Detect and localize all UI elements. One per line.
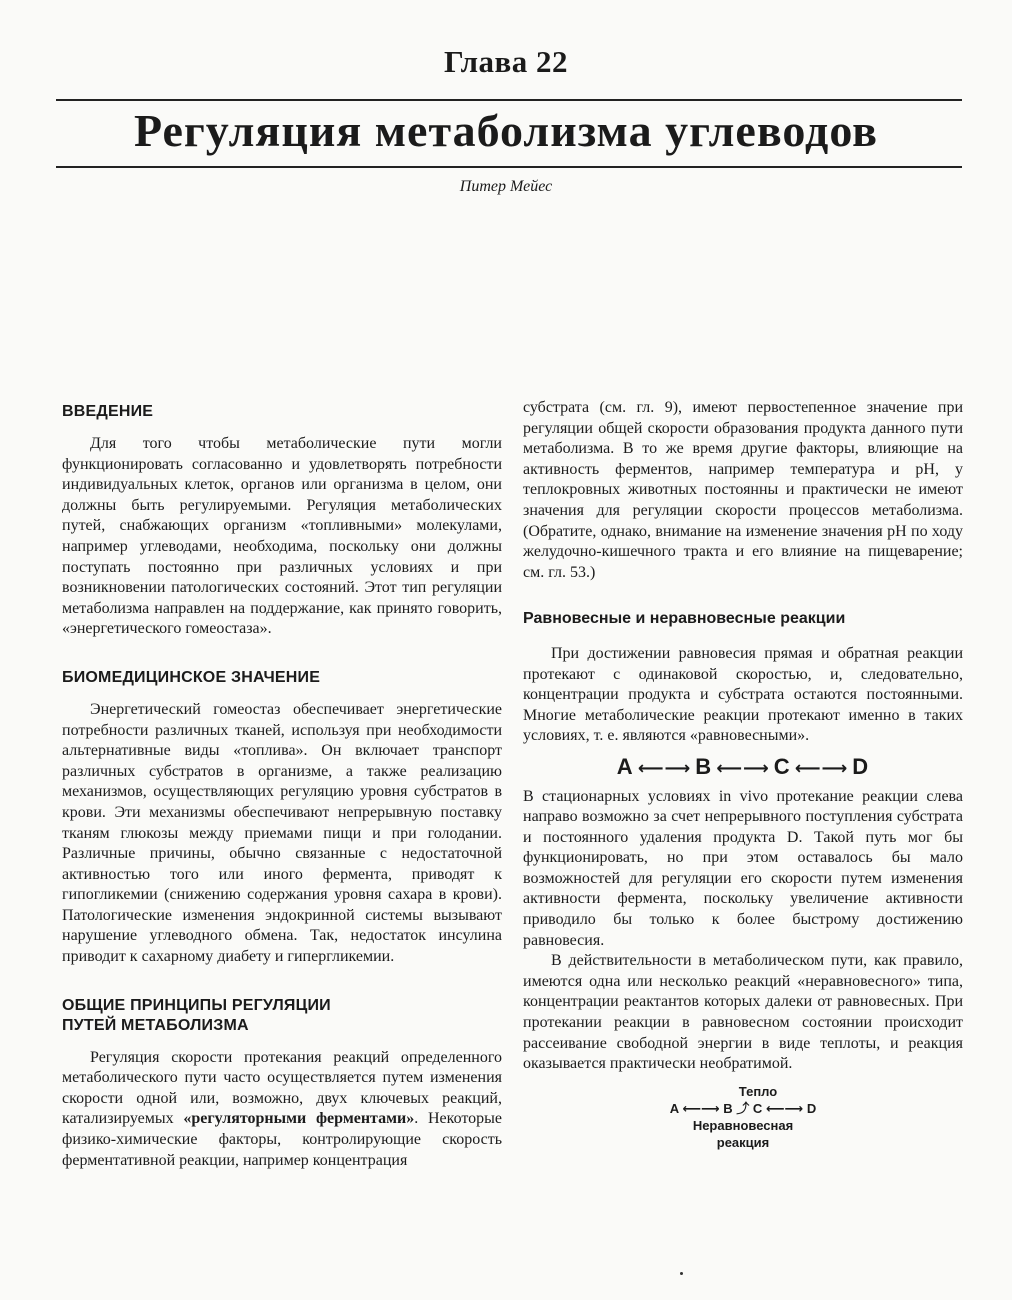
right-column xyxy=(523,398,963,1151)
principles-heading-line2: ПУТЕЙ МЕТАБОЛИЗМА xyxy=(62,1016,249,1034)
page-dot xyxy=(680,1272,683,1275)
nonequilibrium-chain xyxy=(523,1100,963,1117)
reversible-arrow-icon: ⟵⟶ xyxy=(637,757,692,778)
author-name: Питер Мейес xyxy=(459,178,553,195)
reversible-arrow-icon: ⟵⟶ xyxy=(765,1100,804,1116)
chain-node-d: D xyxy=(852,753,870,779)
top-rule xyxy=(56,99,962,101)
reversible-arrow-icon: ⟵⟶ xyxy=(716,757,770,778)
bottom-rule xyxy=(56,166,962,168)
reversible-arrow-icon: ⟵⟶ xyxy=(794,757,849,778)
nonequilibrium-diagram xyxy=(523,1083,963,1151)
equilibrium-heading: Равновесные и неравновесные реакции xyxy=(523,610,846,628)
principles-heading xyxy=(62,996,502,1036)
diagram-node-d: D xyxy=(806,1100,817,1116)
intro-heading: ВВЕДЕНИЕ xyxy=(62,403,154,420)
intro-paragraph: Для того чтобы метаболические пути могли функционировать согласованно и удовлетворять потребности индивидуальных клеток, органов или организма в целом, они должны быть регулируемыми. Регуляция метаболических путей, снабжающих организм «топливными» молекулами, например углеводами, необходима, поскольку они должны поступать постоянно при различных условиях и при возникновении патологических состояний. Этот тип регуляции метаболизма направлен на поддержание, как принято говорить, «энергетического гомеостаза». xyxy=(62,435,502,638)
equilibrium-paragraph: При достижении равновесия прямая и обратная реакции протекают с одинаковой скоростью, и, следовательно, концентрации продукта и субстрата остаются постоянными. Многие метаболические реакции протекают именно в таких условиях, т. е. являются «равновесными». xyxy=(523,644,963,745)
continued-paragraph: субстрата (см. гл. 9), имеют первостепенное значение при регуляции общей скорости образования продукта данного пути метаболизма. В то же время другие факторы, влияющие на активность ферментов, например температура и pH, у теплокровных животных постоянны и практически не имеют значения для регуляции скорости процессов метаболизма. (Обратите, однако, внимание на изменение значения pH по ходу желудочно-кишечного тракта и его влияние на пищеварение; см. гл. 53.) xyxy=(523,399,963,581)
principles-text-b: . Некоторые физико-химические факторы, контролирующие скорость ферментативной реакции, например концентрация xyxy=(62,1110,502,1169)
equilibrium-chain xyxy=(523,753,963,779)
diagram-node-a: A xyxy=(669,1100,679,1116)
heat-label: Тепло xyxy=(738,1083,778,1099)
chain-node-b: B xyxy=(695,753,713,779)
reversible-arrow-icon: ⟵⟶ xyxy=(682,1100,720,1116)
left-column xyxy=(62,402,502,1171)
irreversible-arrow-icon: ⤴ xyxy=(736,1100,750,1116)
principles-text-a: Регуляция скорости протекания реакций определенного метаболического пути часто осуществляется путем изменения скорости одной или, возможно, двух ключевых реакций, катализируемых xyxy=(62,1048,502,1128)
chain-node-a: A xyxy=(616,753,634,779)
principles-paragraph xyxy=(62,1048,502,1172)
diagram-caption-line2: реакция xyxy=(716,1134,770,1150)
nonequilibrium-paragraph: В действительности в метаболическом пути, как правило, имеются одна или несколько реакций «неравновесного» типа, концентрации реактантов которых далеки от равновесных. При протекании реакции в равновесном состоянии происходит рассеивание свободной энергии в виде теплоты, и реакция оказывается практически необратимой. xyxy=(523,952,963,1073)
biomedical-paragraph: Энергетический гомеостаз обеспечивает энергетические потребности различных тканей, используя при необходимости альтернативные виды «топлива». Он включает транспорт различных субстратов в организме, а также реализацию механизмов, осуществляющих регуляцию уровня субстратов в крови. Эти механизмы обеспечивают непрерывную поставку тканям глюкозы между приемами пищи и при голодании. Различные причины, обычно связанные с недостаточной активностью того или иного фермента, приводят к гипогликемии (снижению содержания уровня сахара в крови). Патологические изменения эндокринной системы вызывают нарушение углеводного обмена. Так, недостаток инсулина приводит к сахарному диабету и гипергликемии. xyxy=(62,700,502,966)
diagram-caption-line1: Неравновесная xyxy=(692,1117,794,1133)
chapter-title: Регуляция метаболизма углеводов xyxy=(133,105,879,156)
regulatory-enzymes-term: «регуляторными ферментами» xyxy=(183,1110,415,1128)
steady-state-paragraph: В стационарных условиях in vivo протекание реакции слева направо возможно за счет непрерывного поступления субстрата и постоянного удаления продукта D. Такой путь мог бы функционировать, но при этом оставалось бы мало возможностей для регуляции его скорости путем изменения активности фермента, поскольку увеличение активности приводило бы только к более быстрому достижению равновесия. xyxy=(523,787,963,949)
diagram-node-c: C xyxy=(752,1100,763,1116)
chain-node-c: C xyxy=(773,753,791,779)
chapter-number: Глава 22 xyxy=(443,44,569,79)
biomedical-heading: БИОМЕДИЦИНСКОЕ ЗНАЧЕНИЕ xyxy=(62,668,321,686)
principles-heading-line1: ОБЩИЕ ПРИНЦИПЫ РЕГУЛЯЦИИ xyxy=(62,996,331,1014)
diagram-node-b: B xyxy=(723,1100,733,1116)
